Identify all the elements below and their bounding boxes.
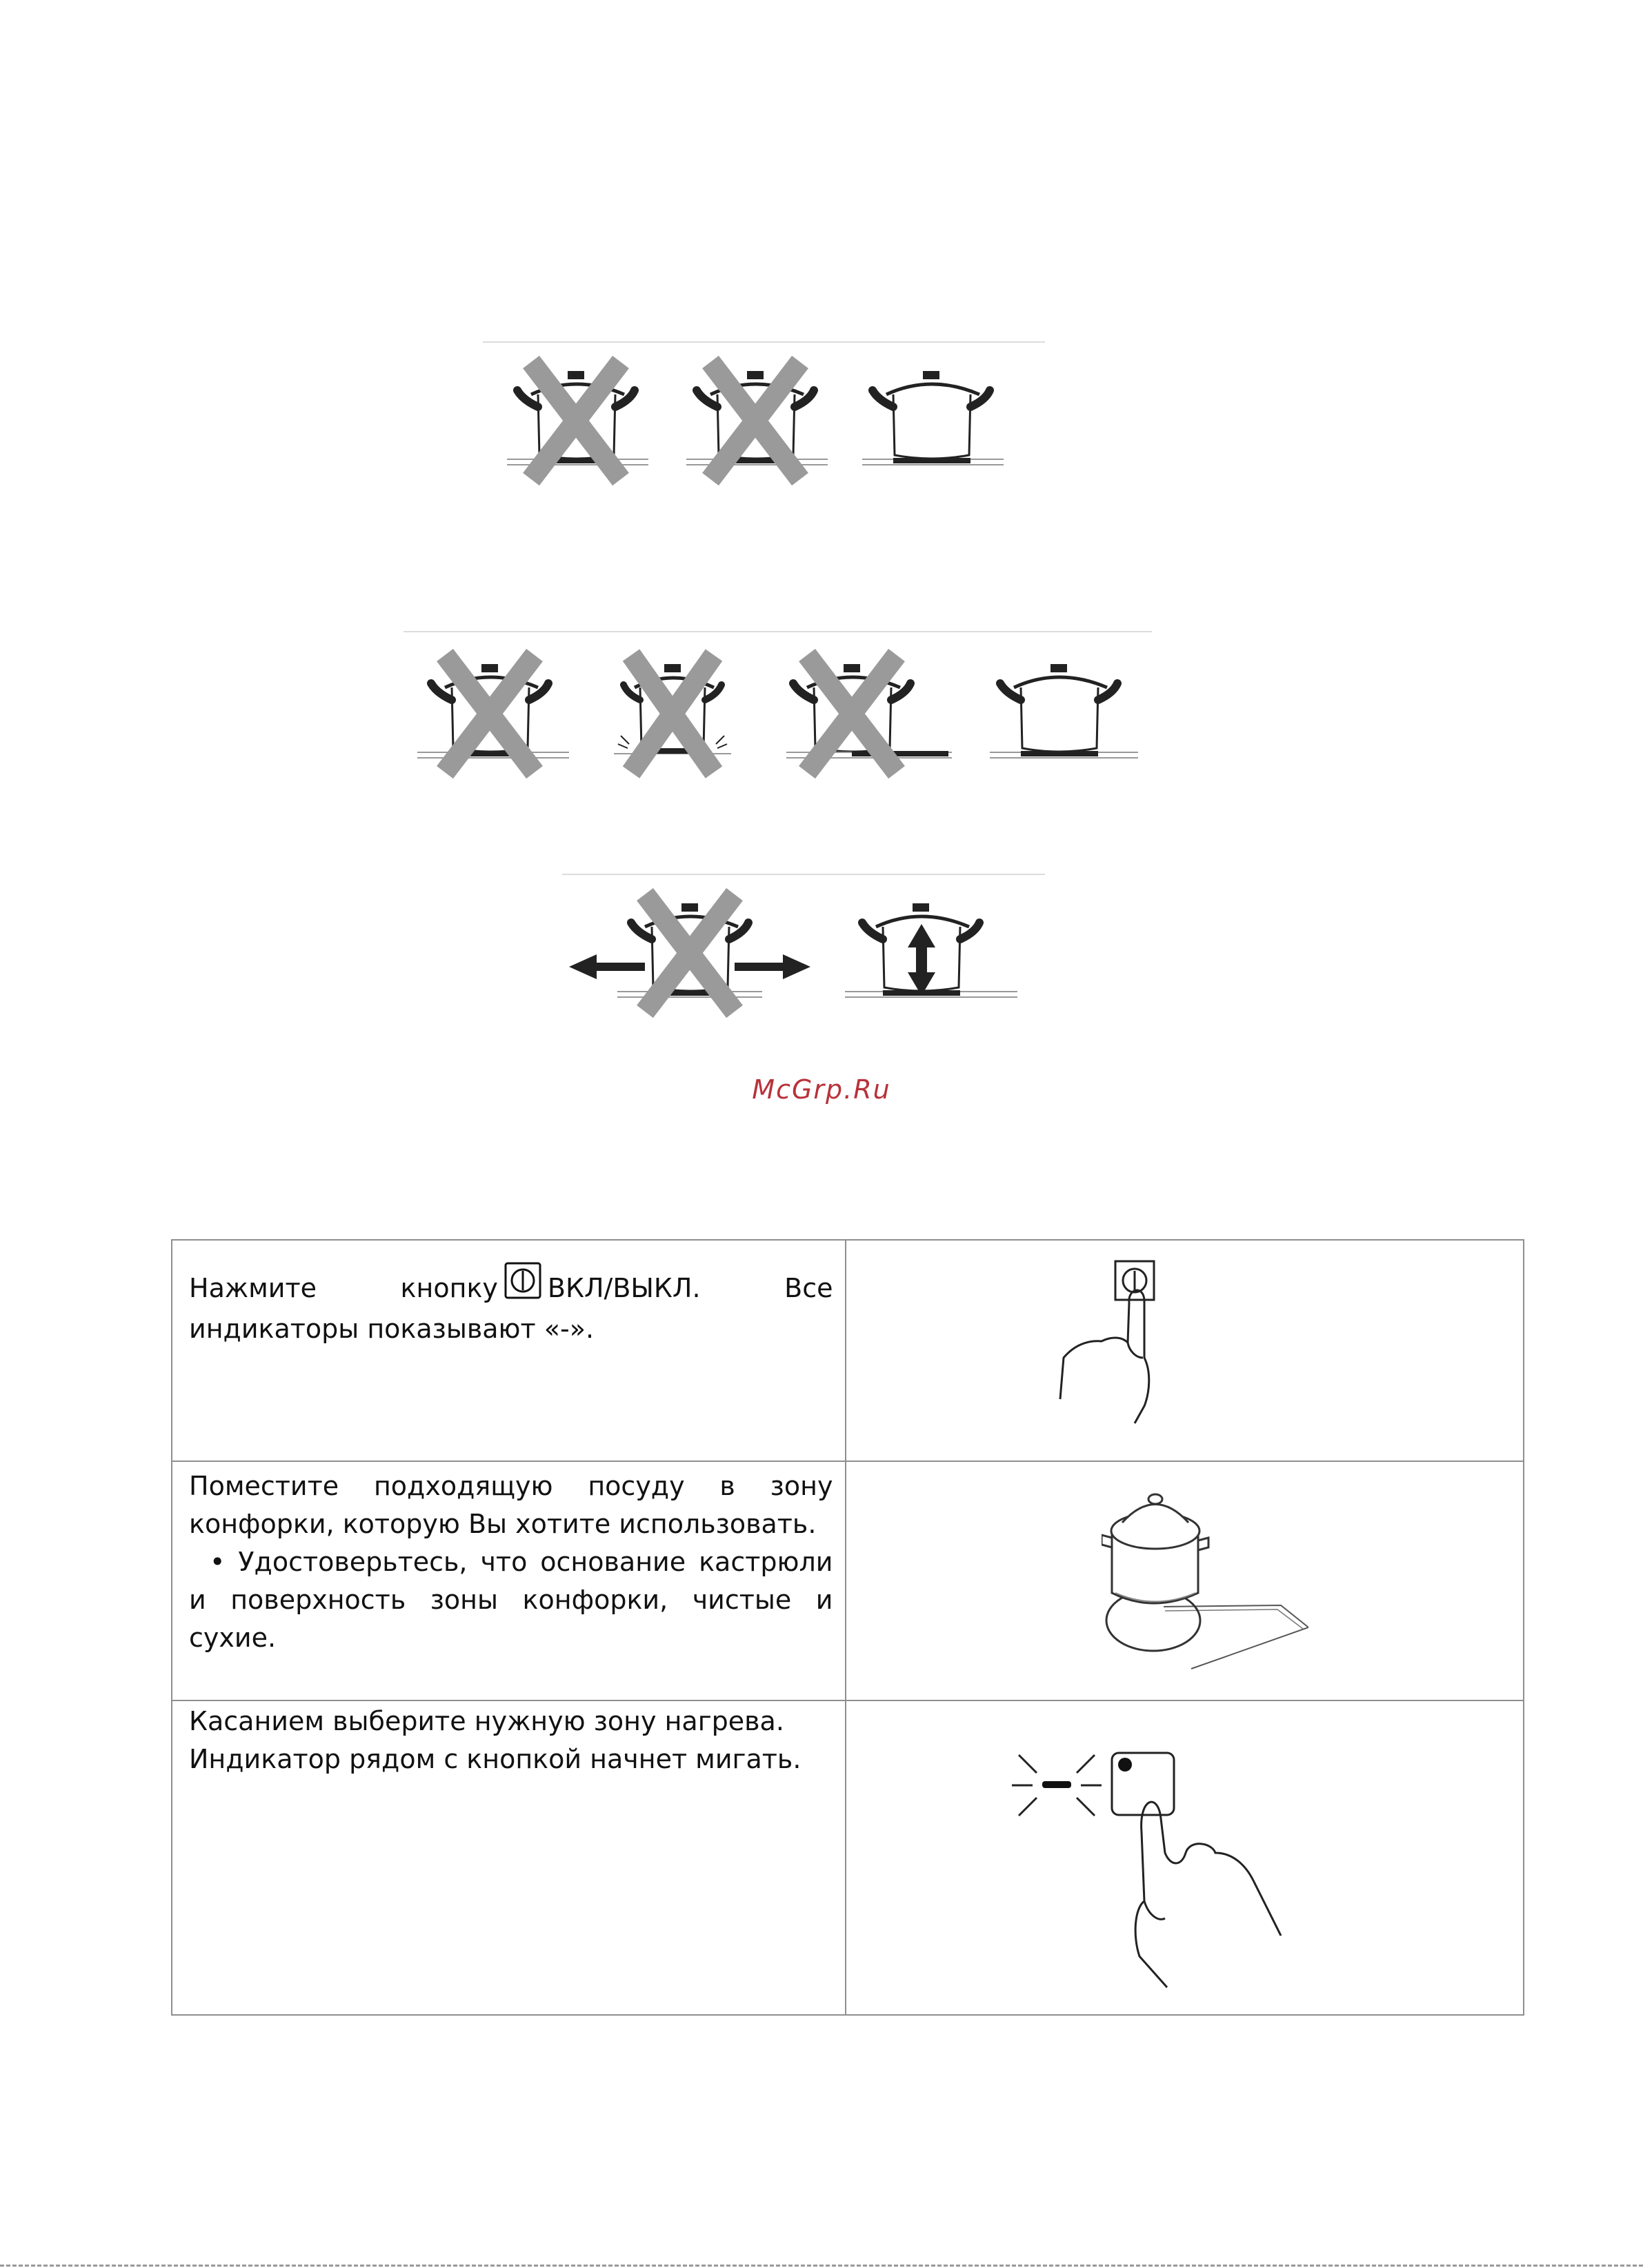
step-2-text: Поместите подходящую посуду в зону конфорки, которую Вы хотите использовать.: [189, 1471, 833, 1539]
arrow-left-icon: [569, 954, 645, 979]
arrow-right-icon: [735, 954, 810, 979]
pot-wrong-offset-base: [786, 655, 952, 772]
pot-wrong-moving: [569, 894, 810, 1012]
page-bottom-rule: [0, 2265, 1643, 2267]
figure-pot-base-shape: [404, 628, 1155, 786]
step-3-text-line-1: Касанием выберите нужную зону нагрева.: [189, 1706, 784, 1736]
step-2-illustration-cell: [846, 1461, 1524, 1700]
pot-correct: [990, 664, 1138, 758]
pot-wrong-small-base: [417, 655, 569, 772]
figure-pot-base-size: [483, 338, 1048, 496]
pot-correct: [862, 371, 1004, 465]
step-2-bullet: • Удостоверьтесь, что основание кастрюли и поверхность зоны конфорки, чистые и сухие.: [189, 1547, 833, 1653]
pot-on-hob-icon: [1102, 1489, 1308, 1676]
table-row: [172, 1461, 1524, 1700]
finger-touch-zone-blinking-icon: [1012, 1749, 1315, 2005]
step-1-text-cell: [172, 1240, 846, 1461]
table-row: [172, 1240, 1524, 1461]
step-3-text-line-2: Индикатор рядом с кнопкой начнет мигать.: [189, 1744, 801, 1774]
power-button-icon: [504, 1261, 542, 1310]
table-row: [172, 1700, 1524, 2015]
blinking-dash-indicator: [1042, 1781, 1071, 1788]
pot-wrong-large-base: [686, 362, 828, 479]
watermark: McGrp.Ru: [752, 1074, 891, 1105]
step-1-text-before: Нажмите кнопку: [189, 1273, 498, 1303]
pot-correct-centered: [845, 903, 1017, 997]
step-3-text-cell: [172, 1700, 846, 2015]
arrow-updown-icon: [908, 924, 935, 996]
finger-pressing-power-icon: [1033, 1254, 1198, 1447]
pot-wrong-small-base: [507, 362, 648, 479]
step-1-text-after: ВКЛ/ВЫКЛ. Все индикаторы показывают «-».: [189, 1273, 833, 1344]
step-1-illustration-cell: [846, 1240, 1524, 1461]
step-2-text-cell: [172, 1461, 846, 1700]
figure-pot-centering: [562, 870, 1045, 1022]
pot-wrong-warped-base: [614, 655, 731, 772]
step-3-illustration-cell: [846, 1700, 1524, 2015]
instruction-table: [171, 1239, 1524, 2016]
